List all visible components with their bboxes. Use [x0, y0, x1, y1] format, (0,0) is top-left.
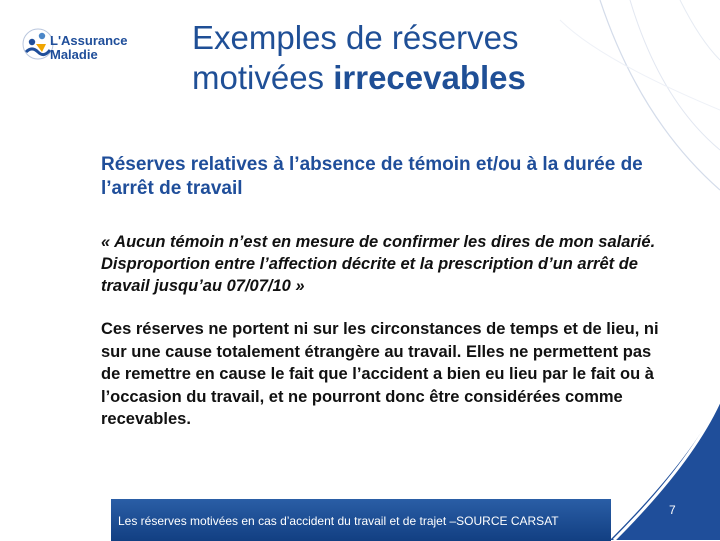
logo-line-1: L'Assurance [50, 33, 128, 48]
logo-line-2: Maladie [50, 47, 98, 62]
title-line-2-regular: motivées [192, 59, 334, 96]
title-line-1: Exemples de réserves [192, 19, 519, 56]
page-number: 7 [669, 503, 676, 517]
section-heading: Réserves relatives à l’absence de témoin et/ou à la durée de l’arrêt de travail [101, 154, 643, 199]
logo-wordmark [50, 34, 128, 62]
title-line-2-bold: irrecevables [333, 59, 526, 96]
example-quote: « Aucun témoin n’est en mesure de confirmer les dires de mon salarié. Disproportion entre l’affection décrite et la prescription d’un arrêt de travail jusqu’au 07/07/10 » [101, 233, 656, 295]
title-line-2 [192, 58, 632, 98]
footer-text: Les réserves motivées en cas d’accident du travail et de trajet –SOURCE CARSAT [118, 514, 559, 528]
explanation-paragraph: Ces réserves ne portent ni sur les circonstances de temps et de lieu, ni sur une cause totalement étrangère au travail. Elles ne permettent pas de remettre en cause le fait que l’accident a bien eu lieu par le fait ou à l’occasion du travail, et ne pourront donc être considérées comme recevables. [101, 320, 659, 428]
slide-title [192, 18, 632, 98]
corner-shape [580, 400, 720, 540]
